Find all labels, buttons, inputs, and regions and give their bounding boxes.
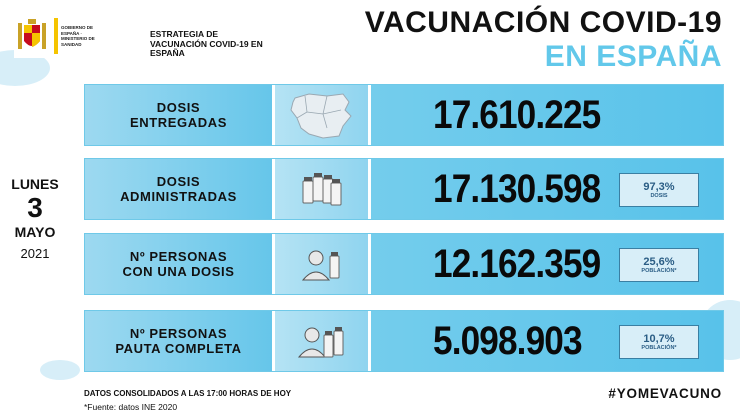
date-month: MAYO <box>14 224 56 240</box>
stat-label: DOSIS ENTREGADAS <box>85 85 275 145</box>
stat-row-delivered <box>84 84 724 146</box>
hashtag: #YOMEVACUNO <box>608 386 722 401</box>
stat-row-one-dose <box>84 233 724 295</box>
flag-stripe <box>54 18 58 54</box>
page-subtitle: EN ESPAÑA <box>544 40 722 73</box>
date-day: 3 <box>27 192 43 223</box>
stat-row-administered <box>84 158 724 220</box>
page-title: VACUNACIÓN COVID-19 <box>364 6 722 39</box>
vaccine-vials-icon <box>300 169 344 209</box>
date-year: 2021 <box>20 246 50 261</box>
stat-value: 17.610.225 <box>433 92 601 137</box>
percentage-badge: 97,3% DOSIS <box>619 173 699 207</box>
stat-label: Nº PERSONAS PAUTA COMPLETA <box>85 311 275 371</box>
person-vial-icon <box>300 244 344 284</box>
data-note: DATOS CONSOLIDADOS A LAS 17:00 HORAS DE HOY <box>84 389 292 398</box>
source-note: *Fuente: datos INE 2020 <box>84 402 178 412</box>
strategy-title: ESTRATEGIA DE VACUNACIÓN COVID-19 EN ESPAÑA <box>150 29 263 58</box>
stat-label: Nº PERSONAS CON UNA DOSIS <box>85 234 275 294</box>
percentage-badge: 25,6% POBLACIÓN* <box>619 248 699 282</box>
percentage-badge: 10,7% POBLACIÓN* <box>619 325 699 359</box>
government-logo-text: GOBIERNO DE ESPAÑA · MINISTERIO DE SANIDAD <box>61 25 95 47</box>
background-splash <box>40 360 80 380</box>
stat-value: 12.162.359 <box>433 241 601 286</box>
stat-value: 5.098.903 <box>433 318 582 363</box>
person-two-vials-icon <box>298 321 346 361</box>
coat-of-arms-icon <box>14 18 50 54</box>
stat-value: 17.130.598 <box>433 166 601 211</box>
stat-label: DOSIS ADMINISTRADAS <box>85 159 275 219</box>
date-weekday: LUNES <box>11 176 59 192</box>
spain-map-icon <box>287 88 357 142</box>
report-date <box>10 176 60 261</box>
stat-row-fully-vaccinated <box>84 310 724 372</box>
government-logo <box>14 14 142 58</box>
